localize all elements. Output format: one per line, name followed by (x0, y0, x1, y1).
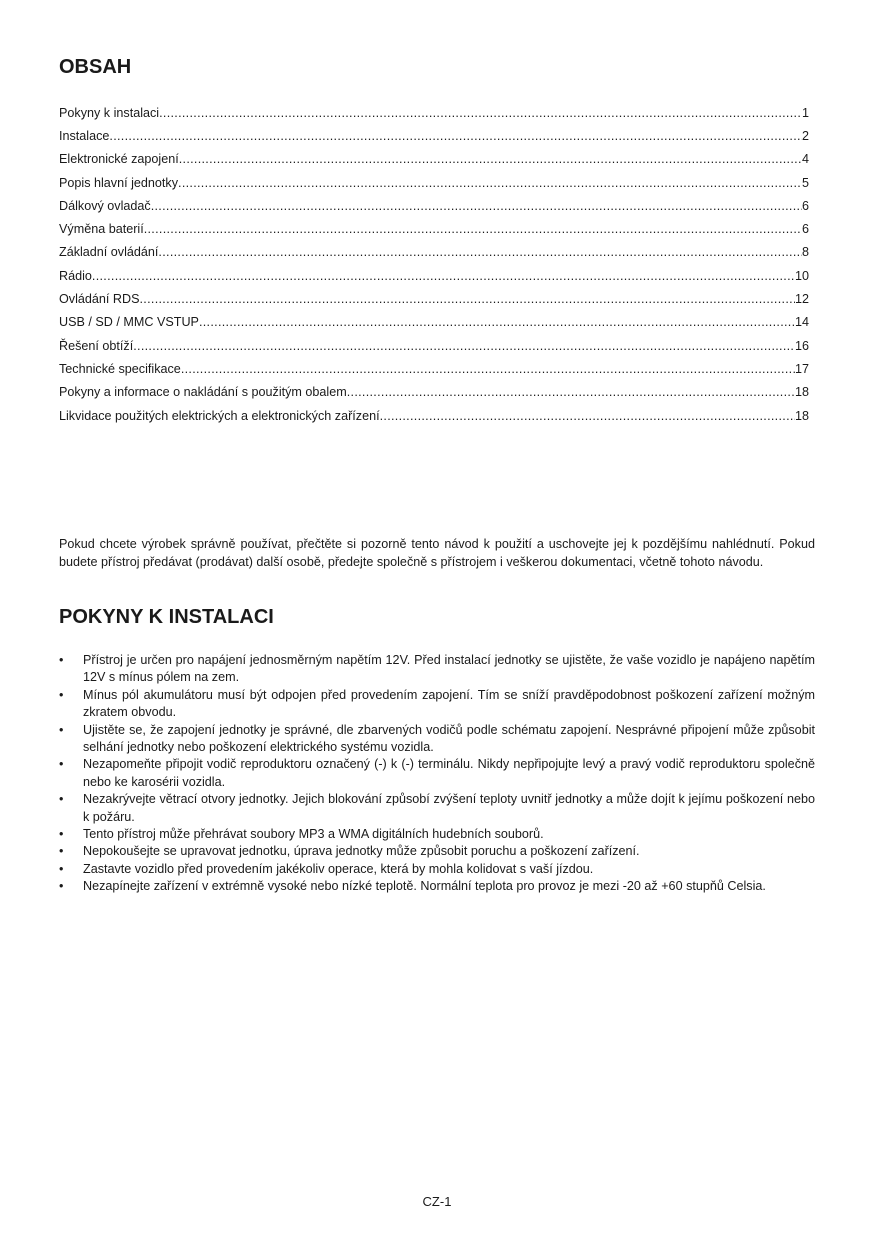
bullet-icon: • (59, 827, 64, 842)
list-item-text: Ujistěte se, že zapojení jednotky je správné, dle zbarvených vodičů podle schématu zapojení. Nesprávné připojení může způsobit selhání jednotky nebo poškození elektrického systému vozidla. (83, 722, 815, 755)
toc-entry-label: Pokyny k instalaci (59, 105, 160, 120)
bullet-icon: • (59, 687, 64, 702)
toc-entry-label: Výměna baterií (59, 222, 144, 237)
dot-leader (159, 106, 802, 120)
dot-leader (179, 152, 802, 166)
toc-entry-label: Technické specifikace (59, 361, 181, 376)
toc-entry-page: 18 (794, 408, 809, 423)
list-item-text: Nezapínejte zařízení v extrémně vysoké nebo nízké teplotě. Normální teplota pro provoz je mezi -20 až +60 stupňů Celsia. (83, 879, 766, 894)
list-item-text: Tento přístroj může přehrávat soubory MP3 a WMA digitálních hudebních souborů. (83, 827, 544, 842)
toc-entry-label: Popis hlavní jednotky (59, 175, 179, 190)
page-number: CZ-1 (422, 1194, 452, 1209)
dot-leader (109, 129, 802, 143)
list-item (59, 687, 815, 722)
toc-entry-page: 5 (801, 175, 809, 190)
list-item (59, 826, 815, 843)
bullet-icon: • (59, 879, 64, 894)
toc-entry[interactable] (59, 287, 809, 310)
toc-entry-label: Ovládání RDS (59, 292, 140, 307)
dot-leader (140, 292, 795, 306)
bullet-icon: • (59, 792, 64, 807)
toc-entry-label: Rádio (59, 268, 92, 283)
bullet-icon: • (59, 844, 64, 859)
toc-entry-label: Základní ovládání (59, 245, 159, 260)
bullet-icon: • (59, 722, 64, 737)
list-item (59, 722, 815, 757)
toc-entry[interactable] (59, 241, 809, 264)
toc-entry[interactable] (59, 124, 809, 147)
list-item-text: Nepokoušejte se upravovat jednotku, úprava jednotky může způsobit poruchu a poškození zařízení. (83, 844, 640, 859)
toc-entry-label: Instalace (59, 128, 110, 143)
toc-entry[interactable] (59, 334, 809, 357)
list-item (59, 756, 815, 791)
toc-entry-page: 2 (801, 128, 809, 143)
toc-entry-page: 16 (794, 338, 809, 353)
toc-entry[interactable] (59, 171, 809, 194)
toc-entry[interactable] (59, 194, 809, 217)
toc-entry-label: Pokyny a informace o nakládání s použitým obalem (59, 385, 347, 400)
toc-entry-page: 17 (794, 361, 809, 376)
dot-leader (178, 176, 802, 190)
toc-entry-page: 14 (794, 315, 809, 330)
toc-entry-page: 6 (801, 198, 809, 213)
list-item (59, 652, 815, 687)
dot-leader (158, 245, 802, 259)
bullet-icon: • (59, 653, 64, 667)
toc-entry-page: 10 (794, 268, 809, 283)
list-item (59, 861, 815, 878)
toc-entry-label: Řešení obtíží (59, 338, 134, 353)
toc-entry-page: 12 (794, 292, 809, 307)
table-of-contents (59, 101, 809, 427)
dot-leader (199, 315, 795, 329)
toc-entry-page: 18 (794, 385, 809, 400)
toc-entry[interactable] (59, 264, 809, 287)
toc-entry-page: 6 (801, 222, 809, 237)
toc-entry-label: Elektronické zapojení (59, 152, 179, 167)
toc-title: OBSAH (59, 56, 132, 78)
dot-leader (92, 269, 795, 283)
toc-entry[interactable] (59, 381, 809, 404)
list-item (59, 878, 815, 895)
toc-entry[interactable] (59, 148, 809, 171)
toc-entry[interactable] (59, 311, 809, 334)
list-item-text: Přístroj je určen pro napájení jednosměrným napětím 12V. Před instalací jednotky se ujistěte, že vaše vozidlo je napájeno napětím 12V s mínus pólem na zem. (83, 653, 815, 685)
dot-leader (151, 199, 802, 213)
dot-leader (380, 409, 795, 423)
section-title: POKYNY K INSTALACI (59, 606, 274, 628)
dot-leader (181, 362, 795, 376)
list-item-text: Nezapomeňte připojit vodič reproduktoru označený (-) k (-) terminálu. Nikdy nepřipojujte levý a pravý vodič reproduktoru společně nebo ke karosérii vozidla. (83, 757, 815, 789)
toc-entry-page: 4 (801, 152, 809, 167)
intro-paragraph: Pokud chcete výrobek správně používat, přečtěte si pozorně tento návod k použití a uschovejte jej k pozdějšímu nahlédnutí. Pokud budete přístroj předávat (prodávat) další osobě, předejte společně s přístrojem i veškerou dokumentaci, včetně tohoto návodu. (59, 537, 815, 569)
toc-entry-label: Likvidace použitých elektrických a elektronických zařízení (59, 408, 380, 423)
toc-entry-label: Dálkový ovladač (59, 198, 151, 213)
list-item-text: Zastavte vozidlo před provedením jakékoliv operace, která by mohla kolidovat s vaší jízdou. (83, 861, 594, 876)
toc-entry-page: 1 (801, 105, 809, 120)
bullet-icon: • (59, 757, 64, 772)
list-item (59, 843, 815, 860)
toc-entry-label: USB / SD / MMC VSTUP (59, 315, 199, 330)
toc-entry[interactable] (59, 404, 809, 427)
dot-leader (133, 339, 795, 353)
toc-entry-page: 8 (801, 245, 809, 260)
list-item (59, 791, 815, 826)
list-item-text: Nezakrývejte větrací otvory jednotky. Jejich blokování způsobí zvýšení teploty uvnitř jednotky a může dojít k jejímu poškození nebo k požáru. (83, 792, 815, 824)
list-item-text: Mínus pól akumulátoru musí být odpojen před provedením zapojení. Tím se sníží pravděpodobnost poškození zařízení možným zkratem obvodu. (83, 687, 815, 720)
toc-entry[interactable] (59, 217, 809, 240)
bullet-icon: • (59, 861, 64, 876)
dot-leader (347, 385, 795, 399)
toc-entry[interactable] (59, 101, 809, 124)
installation-instructions-list (59, 652, 815, 896)
dot-leader (144, 222, 802, 236)
toc-entry[interactable] (59, 357, 809, 380)
